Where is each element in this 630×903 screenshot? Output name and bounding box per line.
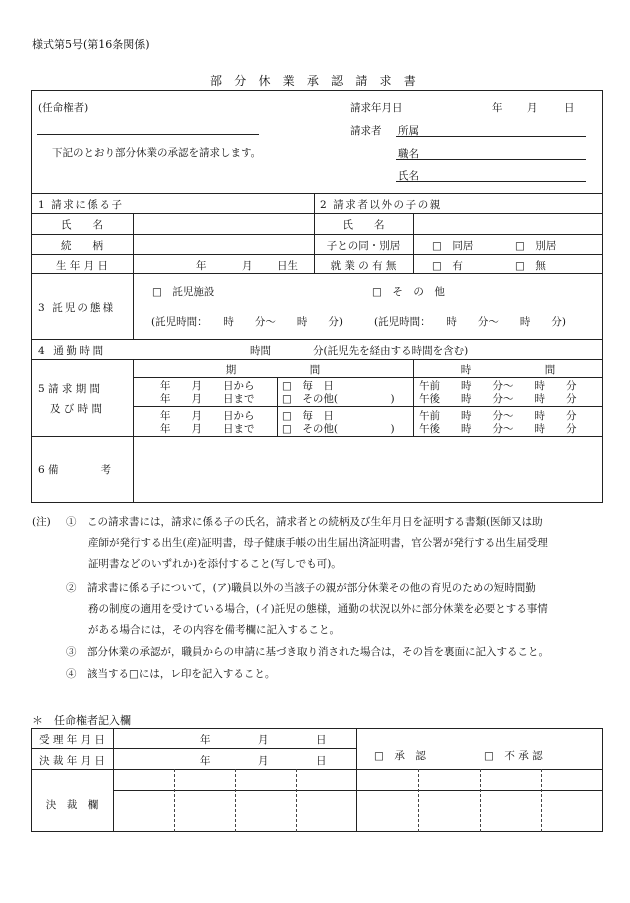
decided-day: 日 (316, 755, 327, 767)
request-sentence: 下記のとおり部分休業の承認を請求します。 (52, 147, 262, 159)
received-month: 月 (258, 734, 269, 746)
received-date-label: 受 理 年 月 日 (39, 734, 105, 746)
note-1c: 証明書などのいずれか)を添付すること(写しでも可)。 (88, 558, 342, 570)
date-day: 日 (564, 102, 575, 114)
birth-day: 日生 (277, 260, 298, 272)
decided-month: 月 (258, 755, 269, 767)
row1-other[interactable]: □ その他( ) (282, 393, 395, 405)
row2-other[interactable]: □ その他( ) (282, 423, 395, 435)
row1-from: 年 月 日から (160, 380, 255, 392)
notes-prefix: (注) (32, 516, 51, 528)
facility-checkbox[interactable]: □ 託児施設 (152, 286, 215, 298)
position-line (396, 159, 586, 160)
period-header: 期 間 (225, 364, 321, 376)
position-label: 職名 (398, 148, 419, 160)
row2-from: 年 月 日から (160, 410, 255, 422)
time-header: 時 間 (460, 364, 556, 376)
birth-year: 年 (196, 260, 207, 272)
note-2: ② 請求書に係る子について，(ア)職員以外の当該子の親が部分休業その他の育児のための短時間勤 (66, 582, 536, 594)
sec4-title: 4 通勤時間 (38, 345, 106, 357)
cohabit-label: 子との同・別居 (326, 240, 401, 252)
date-year: 年 (492, 102, 503, 114)
note-3: ③ 部分休業の承認が，職員からの申請に基づき取り消された場合は，その旨を裏面に記入すること。 (66, 646, 549, 658)
affiliation-line (396, 136, 586, 137)
row2-daily[interactable]: □ 毎 日 (282, 410, 334, 422)
approve-checkbox[interactable]: □ 承 認 (374, 750, 426, 762)
commute-text: 時間 分(託児先を経由する時間を含む) (250, 345, 469, 357)
decided-date-label: 決 裁 年 月 日 (39, 755, 105, 767)
note-2b: 務の制度の適用を受けている場合，(イ)託児の態様，通勤の状況以外に部分休業を必要とする事情 (88, 603, 548, 615)
parent-name-label: 氏 名 (342, 219, 385, 231)
note-2c: がある場合には，その内容を備考欄に記入すること。 (88, 624, 340, 636)
form-number: 様式第5号(第16条関係) (32, 38, 150, 51)
appointer-label: (任命権者) (38, 102, 89, 114)
employment-yes-checkbox[interactable]: □ 有 (432, 260, 463, 272)
note-1b: 産師が発行する出生(産)証明書，母子健康手帳の出生届出済証明書，官公署が発行する出生届受理 (88, 537, 548, 549)
row1-am: 午前 時 分～ 時 分 (419, 380, 577, 392)
affiliation-label: 所属 (398, 125, 419, 137)
sec5-title-1: 5 請 求 期 間 (38, 383, 101, 395)
employment-no-checkbox[interactable]: □ 無 (515, 260, 546, 272)
child-name-label: 氏 名 (61, 219, 103, 231)
childcare-time-2: (託児時間： 時 分～ 時 分) (374, 316, 566, 328)
child-birthdate-label: 生 年 月 日 (55, 260, 108, 272)
sec2-title: 2 請求者以外の子の親 (320, 199, 442, 211)
page-title: 部 分 休 業 承 認 請 求 書 (210, 74, 420, 88)
received-day: 日 (316, 734, 327, 746)
requester-label: 請求者 (350, 125, 382, 137)
sec3-title: 3 託児の態様 (38, 302, 116, 314)
other-checkbox[interactable]: □ そ の 他 (372, 286, 445, 298)
disapprove-checkbox[interactable]: □ 不 承 認 (484, 750, 543, 762)
cohabit-separate-checkbox[interactable]: □ 別居 (515, 240, 557, 252)
row2-pm: 午後 時 分～ 時 分 (419, 423, 577, 435)
name-line (396, 181, 586, 182)
note-1: ① この請求書には，請求に係る子の氏名，請求者との続柄及び生年月日を証明する書類(医師又は助 (66, 516, 543, 528)
date-month: 月 (527, 102, 538, 114)
sec6-title: 6 備 考 (38, 464, 112, 476)
decided-year: 年 (200, 755, 211, 767)
approval-column-label: 決 裁 欄 (45, 799, 99, 811)
request-date-label: 請求年月日 (350, 102, 403, 114)
row1-daily[interactable]: □ 毎 日 (282, 380, 334, 392)
row2-am: 午前 時 分～ 時 分 (419, 410, 577, 422)
child-relation-label: 続 柄 (61, 240, 103, 252)
note-4: ④ 該当する□には，レ印を記入すること。 (66, 668, 276, 680)
cohabit-same-checkbox[interactable]: □ 同居 (432, 240, 474, 252)
sec5-title-2: 及 び 時 間 (50, 403, 103, 415)
appointer-section-title: ＊ 任命権者記入欄 (32, 714, 131, 727)
row2-to: 年 月 日まで (160, 423, 255, 435)
row1-to: 年 月 日まで (160, 393, 255, 405)
birth-month: 月 (242, 260, 253, 272)
employment-label: 就 業 の 有 無 (330, 260, 397, 272)
row1-pm: 午後 時 分～ 時 分 (419, 393, 577, 405)
childcare-time-1: (託児時間： 時 分～ 時 分) (151, 316, 343, 328)
appointer-line (37, 134, 259, 135)
received-year: 年 (200, 734, 211, 746)
sec1-title: 1 請求に係る子 (38, 199, 124, 211)
name-label: 氏名 (398, 170, 419, 182)
